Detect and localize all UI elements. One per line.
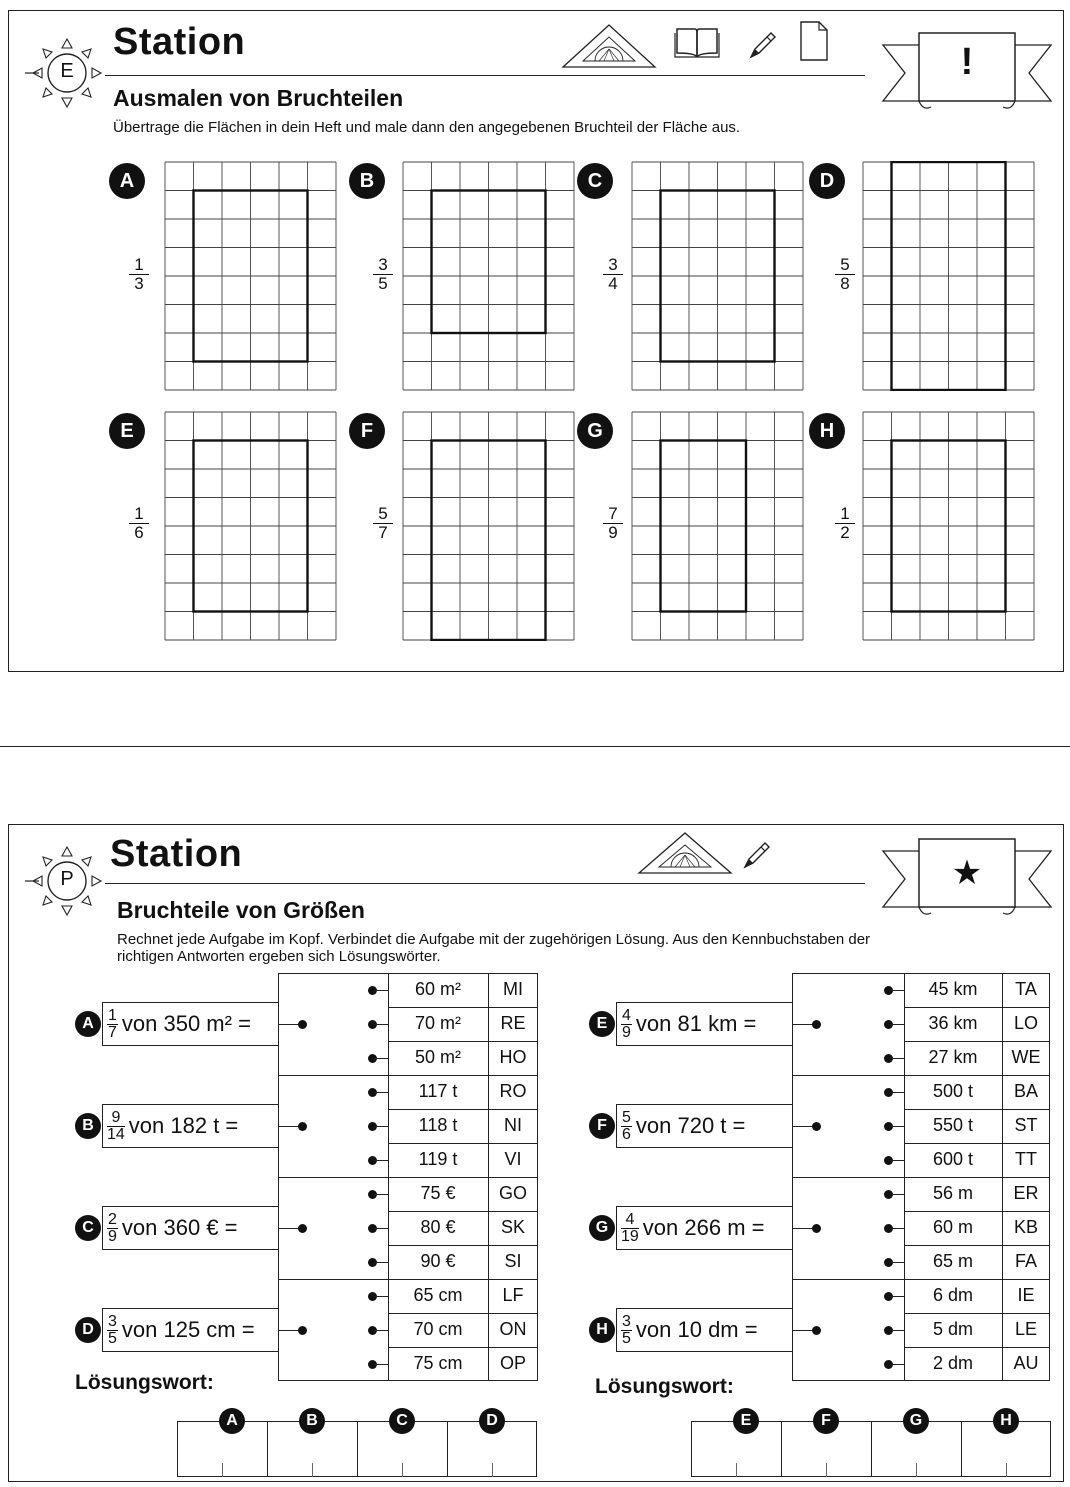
answer-value: 600 t (932, 1149, 974, 1169)
answer-code: TT (1015, 1149, 1037, 1169)
grid-f (402, 411, 575, 641)
grid-label-d: D (809, 163, 845, 199)
task-label-a: A (75, 1011, 101, 1037)
fraction-b (373, 256, 393, 293)
grid-label-b: B (349, 163, 385, 199)
grid-d (862, 161, 1035, 391)
fraction-denominator: 4 (608, 274, 618, 293)
answer-connector (374, 1160, 388, 1161)
answer-code: SI (504, 1251, 522, 1271)
answer-connector (890, 1262, 904, 1263)
pencil-icon (739, 837, 775, 873)
answer-connector (374, 1092, 388, 1093)
instruction-text: Übertrage die Flächen in dein Heft und male dann den angegebenen Bruchteil der Fläche aus. (113, 119, 741, 136)
fraction-denominator: 6 (134, 523, 144, 542)
answer-code: RE (500, 1013, 526, 1033)
book-icon (673, 25, 721, 61)
answer-code: BA (1013, 1081, 1038, 1101)
answer-code: MI (503, 979, 523, 999)
answer-code: KB (1013, 1217, 1038, 1237)
fraction-numerator: 5 (622, 1108, 631, 1126)
solution-label-right: Lösungswort: (595, 1375, 734, 1398)
page-separator (0, 746, 1070, 747)
station-title: Station (110, 833, 243, 875)
task-dot[interactable] (298, 1122, 307, 1131)
answer-connector (890, 1330, 904, 1331)
answer-code: LF (502, 1285, 524, 1305)
task-fraction (621, 1212, 639, 1245)
station-card-top (8, 10, 1064, 672)
task-label-e: E (589, 1011, 615, 1037)
task-fraction (621, 1110, 632, 1143)
solution-label-f: F (813, 1408, 839, 1434)
fraction-g (603, 505, 623, 542)
fraction-numerator: 3 (108, 1312, 117, 1330)
task-text: von 182 t = (128, 1113, 239, 1138)
station-card-bottom (8, 824, 1064, 1482)
task-f (616, 1104, 792, 1148)
answer-connector (374, 1228, 388, 1229)
fraction-numerator: 5 (373, 505, 393, 524)
fraction-numerator: 3 (622, 1312, 631, 1330)
solution-subdivider (312, 1463, 313, 1477)
fraction-denominator: 6 (622, 1125, 631, 1143)
grid-a (164, 161, 337, 391)
answer-code: WE (1011, 1047, 1041, 1067)
fraction-h (835, 505, 855, 542)
task-label-g: G (589, 1215, 615, 1241)
task-dot[interactable] (812, 1122, 821, 1131)
answer-value: 36 km (928, 1013, 978, 1033)
task-text: von 81 km = (635, 1011, 757, 1036)
fraction-numerator: 1 (129, 505, 149, 524)
answer-code: LO (1013, 1013, 1038, 1033)
solution-label-h: H (993, 1408, 1019, 1434)
task-text: von 350 m² = (121, 1011, 251, 1036)
answer-code: LE (1014, 1319, 1038, 1339)
solution-cell-divider (871, 1421, 872, 1477)
answer-value: 2 dm (932, 1353, 974, 1373)
solution-subdivider (1006, 1463, 1007, 1477)
answer-connector (374, 1194, 388, 1195)
grid-g (631, 411, 804, 641)
answer-value: 500 t (932, 1081, 974, 1101)
solution-subdivider (222, 1463, 223, 1477)
grid-label-e: E (109, 413, 145, 449)
grid-label-g: G (577, 413, 613, 449)
solution-subdivider (736, 1463, 737, 1477)
grid-b (402, 161, 575, 391)
answer-value: 60 m² (414, 979, 461, 999)
banner-mark: ! (960, 41, 974, 83)
answer-value: 80 € (420, 1217, 456, 1237)
answer-value: 75 € (420, 1183, 456, 1203)
solution-cell-divider (357, 1421, 358, 1477)
task-c (102, 1206, 278, 1250)
answer-value: 56 m (932, 1183, 974, 1203)
task-a (102, 1002, 278, 1046)
banner-mark: ★ (951, 854, 983, 892)
answer-code: ST (1014, 1115, 1038, 1135)
fraction-numerator: 1 (835, 505, 855, 524)
task-label-b: B (75, 1113, 101, 1139)
fraction-numerator: 9 (107, 1110, 125, 1127)
task-fraction (107, 1314, 118, 1347)
fraction-denominator: 2 (840, 523, 850, 542)
fraction-denominator: 14 (107, 1125, 125, 1143)
solution-cell-divider (781, 1421, 782, 1477)
answer-value: 70 cm (413, 1319, 463, 1339)
answer-value: 6 dm (932, 1285, 974, 1305)
task-label-h: H (589, 1317, 615, 1343)
solution-label-left: Lösungswort: (75, 1371, 214, 1394)
fraction-numerator: 7 (603, 505, 623, 524)
solution-subdivider (826, 1463, 827, 1477)
answer-code: SK (500, 1217, 525, 1237)
answer-value: 65 m (932, 1251, 974, 1271)
task-g (616, 1206, 792, 1250)
answer-code: HO (499, 1047, 527, 1067)
answer-code: ON (499, 1319, 527, 1339)
answer-code: OP (499, 1353, 526, 1373)
answer-connector (890, 1194, 904, 1195)
grid-label-h: H (809, 413, 845, 449)
solution-label-a: A (219, 1408, 245, 1434)
answer-value: 5 dm (932, 1319, 974, 1339)
answer-connector (374, 1058, 388, 1059)
answer-connector (890, 1126, 904, 1127)
fraction-numerator: 4 (621, 1212, 639, 1229)
task-dot[interactable] (298, 1020, 307, 1029)
fraction-numerator: 2 (108, 1210, 117, 1228)
task-dot[interactable] (298, 1326, 307, 1335)
answer-code: VI (504, 1149, 522, 1169)
answer-connector (890, 990, 904, 991)
solution-subdivider (492, 1463, 493, 1477)
fraction-denominator: 9 (622, 1023, 631, 1041)
task-text: von 125 cm = (121, 1317, 255, 1342)
grid-label-c: C (577, 163, 613, 199)
fraction-denominator: 7 (378, 523, 388, 542)
answer-connector (890, 1024, 904, 1025)
fraction-denominator: 3 (134, 274, 144, 293)
section-subtitle: Ausmalen von Bruchteilen (113, 85, 404, 111)
set-square-icon (635, 829, 735, 877)
fraction-d (835, 256, 855, 293)
answer-value: 70 m² (414, 1013, 461, 1033)
set-square-icon (559, 21, 659, 71)
answer-code: NI (504, 1115, 522, 1135)
answer-value: 118 t (418, 1115, 458, 1135)
solution-subdivider (402, 1463, 403, 1477)
answer-connector (890, 1160, 904, 1161)
task-label-c: C (75, 1215, 101, 1241)
answer-value: 65 cm (413, 1285, 463, 1305)
answer-code: FA (1014, 1251, 1037, 1271)
answer-value: 117 t (418, 1081, 458, 1101)
grid-e (164, 411, 337, 641)
answer-code: GO (498, 1183, 527, 1203)
task-b (102, 1104, 278, 1148)
answer-code: IE (1017, 1285, 1035, 1305)
instruction-text: Rechnet jede Aufgabe im Kopf. Verbindet die Aufgabe mit der zugehörigen Lösung. Aus den Kennbuchstaben der (117, 931, 871, 948)
fraction-denominator: 9 (608, 523, 618, 542)
task-e (616, 1002, 792, 1046)
grid-h (862, 411, 1035, 641)
solution-cell-divider (447, 1421, 448, 1477)
answer-connector (374, 1262, 388, 1263)
solution-label-c: C (389, 1408, 415, 1434)
grid-label-a: A (109, 163, 145, 199)
task-dot[interactable] (298, 1224, 307, 1233)
fraction-e (129, 505, 149, 542)
section-subtitle: Bruchteile von Größen (117, 897, 365, 923)
fraction-denominator: 5 (622, 1329, 631, 1347)
fraction-c (603, 256, 623, 293)
fraction-numerator: 4 (622, 1006, 631, 1024)
task-dot[interactable] (812, 1326, 821, 1335)
answer-value: 45 km (928, 979, 978, 999)
task-text: von 360 € = (121, 1215, 238, 1240)
answer-value: 75 cm (413, 1353, 463, 1373)
task-fraction (107, 1008, 118, 1041)
answer-connector (374, 1296, 388, 1297)
fraction-numerator: 5 (835, 256, 855, 275)
answer-connector (890, 1092, 904, 1093)
instruction-text-2: richtigen Antworten ergeben sich Lösungswörter. (117, 948, 441, 965)
solution-label-e: E (733, 1408, 759, 1434)
task-fraction (107, 1212, 118, 1245)
station-letter: P (60, 868, 74, 890)
task-dot[interactable] (812, 1020, 821, 1029)
answer-connector (890, 1364, 904, 1365)
fraction-numerator: 3 (603, 256, 623, 275)
solution-cell-divider (267, 1421, 268, 1477)
fraction-numerator: 1 (129, 256, 149, 275)
pencil-icon (745, 27, 781, 63)
fraction-a (129, 256, 149, 293)
fraction-numerator: 1 (108, 1006, 117, 1024)
task-fraction (621, 1008, 632, 1041)
task-label-f: F (589, 1113, 615, 1139)
station-letter: E (60, 60, 74, 82)
answer-connector (890, 1058, 904, 1059)
task-text: von 720 t = (635, 1113, 746, 1138)
fraction-denominator: 19 (621, 1227, 639, 1245)
answer-connector (374, 1364, 388, 1365)
answer-value: 90 € (420, 1251, 456, 1271)
grid-label-f: F (349, 413, 385, 449)
header-rule (105, 883, 865, 884)
answer-connector (374, 1024, 388, 1025)
header-rule (105, 75, 865, 76)
answer-value: 550 t (932, 1115, 974, 1135)
task-h (616, 1308, 792, 1352)
fraction-numerator: 3 (373, 256, 393, 275)
solution-cell-divider (961, 1421, 962, 1477)
answer-connector (374, 990, 388, 991)
fraction-denominator: 7 (108, 1023, 117, 1041)
answer-value: 50 m² (414, 1047, 461, 1067)
answer-connector (890, 1228, 904, 1229)
fraction-denominator: 5 (108, 1329, 117, 1347)
task-label-d: D (75, 1317, 101, 1343)
answer-code: TA (1015, 979, 1037, 999)
solution-label-g: G (903, 1408, 929, 1434)
answer-code: ER (1013, 1183, 1039, 1203)
answer-connector (374, 1126, 388, 1127)
fraction-f (373, 505, 393, 542)
fraction-denominator: 5 (378, 274, 388, 293)
grid-c (631, 161, 804, 391)
solution-label-b: B (299, 1408, 325, 1434)
answer-code: RO (499, 1081, 527, 1101)
task-d (102, 1308, 278, 1352)
answer-value: 119 t (418, 1149, 458, 1169)
task-dot[interactable] (812, 1224, 821, 1233)
task-fraction (107, 1110, 125, 1143)
task-text: von 266 m = (642, 1215, 765, 1240)
document-icon (797, 19, 831, 63)
answer-value: 27 km (928, 1047, 978, 1067)
task-text: von 10 dm = (635, 1317, 758, 1342)
fraction-denominator: 9 (108, 1227, 117, 1245)
answer-code: AU (1013, 1353, 1039, 1373)
solution-label-d: D (479, 1408, 505, 1434)
fraction-denominator: 8 (840, 274, 850, 293)
task-fraction (621, 1314, 632, 1347)
answer-connector (890, 1296, 904, 1297)
solution-subdivider (916, 1463, 917, 1477)
answer-connector (374, 1330, 388, 1331)
answer-value: 60 m (932, 1217, 974, 1237)
station-title: Station (113, 21, 246, 63)
